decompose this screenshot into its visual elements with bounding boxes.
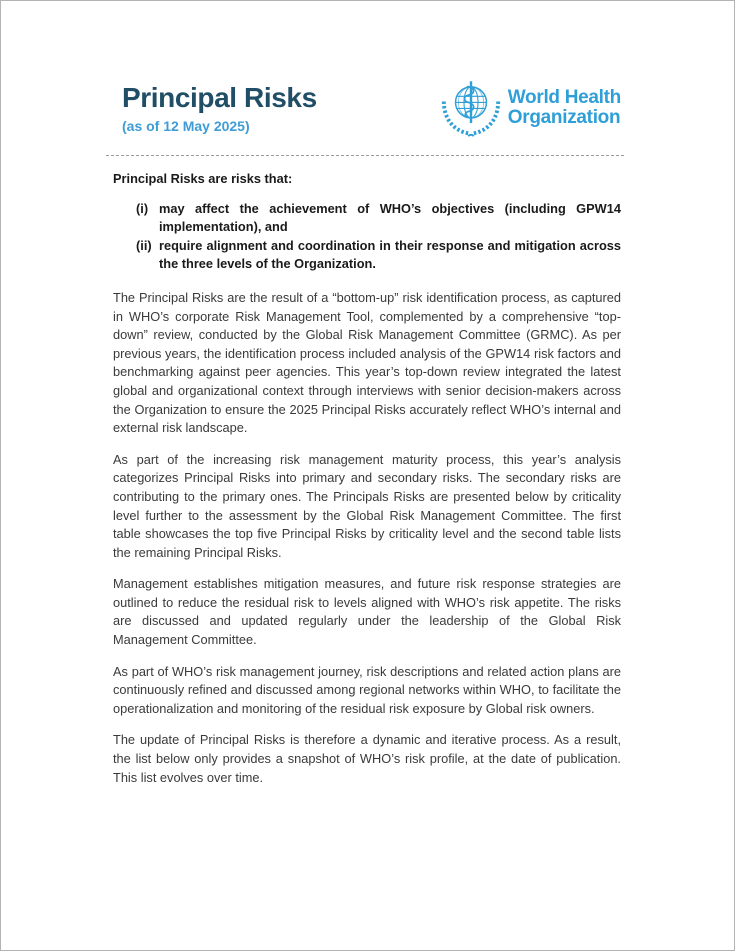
who-logo-line1: World Health (507, 86, 621, 108)
paragraph: The Principal Risks are the result of a “bottom-up” risk identification process, as captured in WHO’s corporate Risk Management Tool, complemented by a comprehensive “top-down” review, conducted by the Global Risk Management Committee (GRMC). As per previous years, the identification process included analysis of the GPW14 risk factors and benchmarking against peer agencies. This year’s top-down review integrated the latest global and organizational context through interviews with senior decision-makers across the Organization to ensure the 2025 Principal Risks accurately reflect WHO’s internal and external risk landscape. (113, 289, 621, 436)
list-item-text: may affect the achievement of WHO’s objectives (including GPW14 implementation), and (159, 200, 621, 235)
who-logo-line2: Organization (507, 107, 621, 128)
who-emblem-icon (441, 77, 501, 139)
intro-lead: Principal Risks are risks that: (113, 171, 293, 186)
who-logo (441, 77, 621, 139)
list-item-marker: (ii) (136, 237, 152, 253)
header-divider (106, 155, 624, 156)
document-body (113, 170, 621, 787)
who-logo-text (508, 88, 621, 129)
page-subtitle: (as of 12 May 2025) (122, 118, 250, 134)
title-block (122, 81, 317, 134)
list-item (113, 237, 621, 274)
list-item (113, 200, 621, 237)
paragraph: The update of Principal Risks is therefore a dynamic and iterative process. As a result, the list below only provides a snapshot of WHO’s risk profile, at the date of publication. This list evolves over time. (113, 732, 621, 785)
list-item-text: require alignment and coordination in their response and mitigation across the three levels of the Organization. (159, 237, 621, 272)
paragraph: As part of the increasing risk management maturity process, this year’s analysis categorizes Principal Risks into primary and secondary risks. The secondary risks are contributing to the primary ones. The Principals Risks are presented below by criticality level further to the assessment by the Global Risk Management Committee. The first table showcases the top five Principal Risks by criticality level and the second table lists the remaining Principal Risks. (113, 451, 621, 560)
paragraph: As part of WHO’s risk management journey, risk descriptions and related action plans are continuously refined and discussed among regional networks within WHO, to facilitate the operationalization and monitoring of the residual risk exposure by Global risk owners. (113, 663, 621, 716)
page-title: Principal Risks (122, 82, 317, 113)
paragraph: Management establishes mitigation measures, and future risk response strategies are outlined to reduce the residual risk to levels aligned with WHO’s risk appetite. The risks are discussed and updated regularly under the leadership of the Global Risk Management Committee. (113, 576, 621, 648)
document-header (122, 81, 621, 139)
list-item-marker: (i) (136, 200, 149, 216)
intro-list (113, 200, 621, 274)
